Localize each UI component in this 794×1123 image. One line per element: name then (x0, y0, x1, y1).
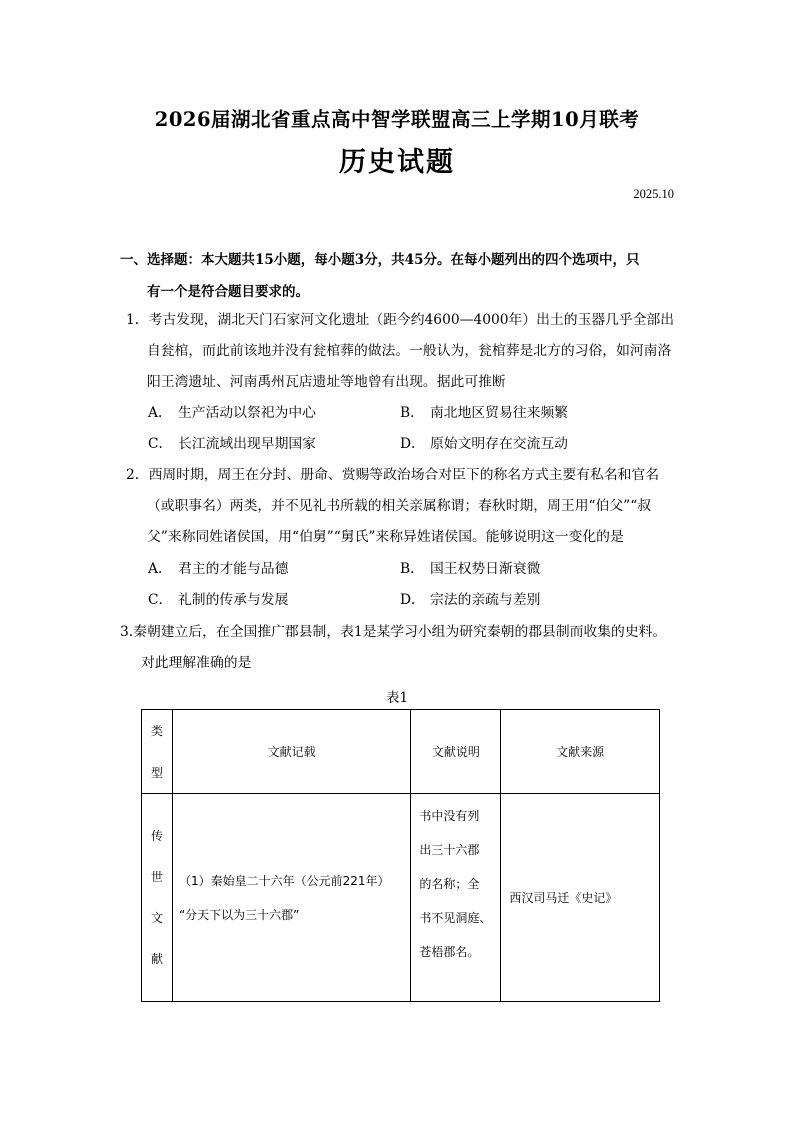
header-note: 文献说明 (411, 710, 501, 794)
table-row (142, 794, 660, 1002)
exam-subject-title: 历史试题 (339, 147, 455, 178)
row-note-line: 书不见洞庭、 (419, 911, 492, 925)
option-label: B． (400, 405, 424, 421)
option-text: 原始文明存在交流互动 (430, 436, 568, 452)
option-label: A． (148, 405, 172, 421)
option-label: D． (400, 592, 425, 608)
header-type (142, 710, 173, 794)
option-text: 宗法的亲疏与差别 (430, 592, 541, 608)
table-header-row (142, 710, 660, 794)
row-type-char: 传 (150, 828, 163, 843)
question-1 (126, 305, 681, 398)
exam-title: 2026届湖北省重点高中智学联盟高三上学期10月联考 (154, 108, 640, 131)
option-label: A． (148, 561, 172, 577)
header-record: 文献记载 (172, 710, 410, 794)
section-heading (120, 244, 680, 308)
question-2 (126, 460, 681, 553)
question-2-option-b[interactable] (400, 554, 540, 585)
option-text: 国王权势日渐衰微 (430, 561, 541, 577)
option-text: 长江流域出现早期国家 (178, 436, 316, 452)
row-type (142, 794, 173, 1002)
option-text: 南北地区贸易往来频繁 (430, 405, 568, 421)
section-heading-line2: 有一个是符合题目要求的。 (147, 284, 309, 300)
row-note-line: 书中没有列 (419, 809, 480, 823)
row-note-line: 的名称；全 (419, 877, 480, 891)
question-1-option-c[interactable] (148, 429, 316, 460)
question-2-line1: 2．西周时期，周王在分封、册命、赏赐等政治场合对臣下的称名方式主要有私名和官名 (126, 467, 660, 483)
row-record-line1: （1）秦始皇二十六年（公元前221年） (178, 873, 390, 888)
header-source: 文献来源 (501, 710, 660, 794)
row-note-line: 出三十六郡 (419, 843, 480, 857)
question-2-options (148, 554, 688, 616)
question-2-option-a[interactable] (148, 554, 288, 585)
row-note (411, 794, 501, 1002)
question-2-option-c[interactable] (148, 585, 288, 616)
option-label: C． (148, 436, 173, 452)
row-record-line2: “分天下以为三十六郡” (178, 907, 300, 922)
question-1-option-d[interactable] (400, 429, 568, 460)
question-2-line2: （或职事名）两类，并不见礼书所载的相关亲属称谓；春秋时期，周王用“伯父”“叔 (147, 498, 652, 514)
header-type-char: 型 (150, 765, 163, 780)
row-type-char: 文 (150, 910, 163, 925)
row-record (172, 794, 410, 1002)
option-text: 礼制的传承与发展 (178, 592, 289, 608)
question-1-option-b[interactable] (400, 398, 568, 429)
question-3-line1: 3.秦朝建立后，在全国推广郡县制，表1是某学习小组为研究秦朝的郡县制而收集的史料。 (120, 624, 667, 640)
row-source: 西汉司马迁《史记》 (501, 794, 660, 1002)
table-caption: 表1 (385, 690, 409, 706)
question-1-option-a[interactable] (148, 398, 316, 429)
section-heading-line1: 一、选择题：本大题共15小题，每小题3分，共45分。在每小题列出的四个选项中，只 (120, 252, 640, 268)
exam-date: 2025.10 (633, 187, 674, 201)
option-label: D． (400, 436, 425, 452)
option-text: 君主的才能与品德 (178, 561, 289, 577)
question-1-options (148, 398, 688, 460)
option-text: 生产活动以祭祀为中心 (178, 405, 316, 421)
row-type-char: 献 (150, 951, 163, 966)
source-table (141, 709, 660, 1002)
question-2-line3: 父”来称同姓诸侯国，用“伯舅”“舅氏”来称异姓诸侯国。能够说明这一变化的是 (147, 529, 624, 545)
option-label: C． (148, 592, 173, 608)
question-1-line2: 自瓮棺，而此前该地并没有瓮棺葬的做法。一般认为，瓮棺葬是北方的习俗，如河南洛 (147, 343, 672, 359)
question-1-line1: 1．考古发现，湖北天门石家河文化遗址（距今约4600—4000年）出土的玉器几乎全部出 (126, 312, 675, 328)
question-3-line2: 对此理解准确的是 (141, 655, 252, 671)
header-type-char: 类 (150, 723, 163, 738)
question-2-option-d[interactable] (400, 585, 540, 616)
option-label: B． (400, 561, 424, 577)
question-3 (120, 617, 685, 679)
row-note-line: 苍梧郡名。 (419, 945, 480, 959)
question-1-line3: 阳王湾遗址、河南禹州瓦店遗址等地曾有出现。据此可推断 (147, 374, 506, 390)
row-type-char: 世 (150, 869, 163, 884)
